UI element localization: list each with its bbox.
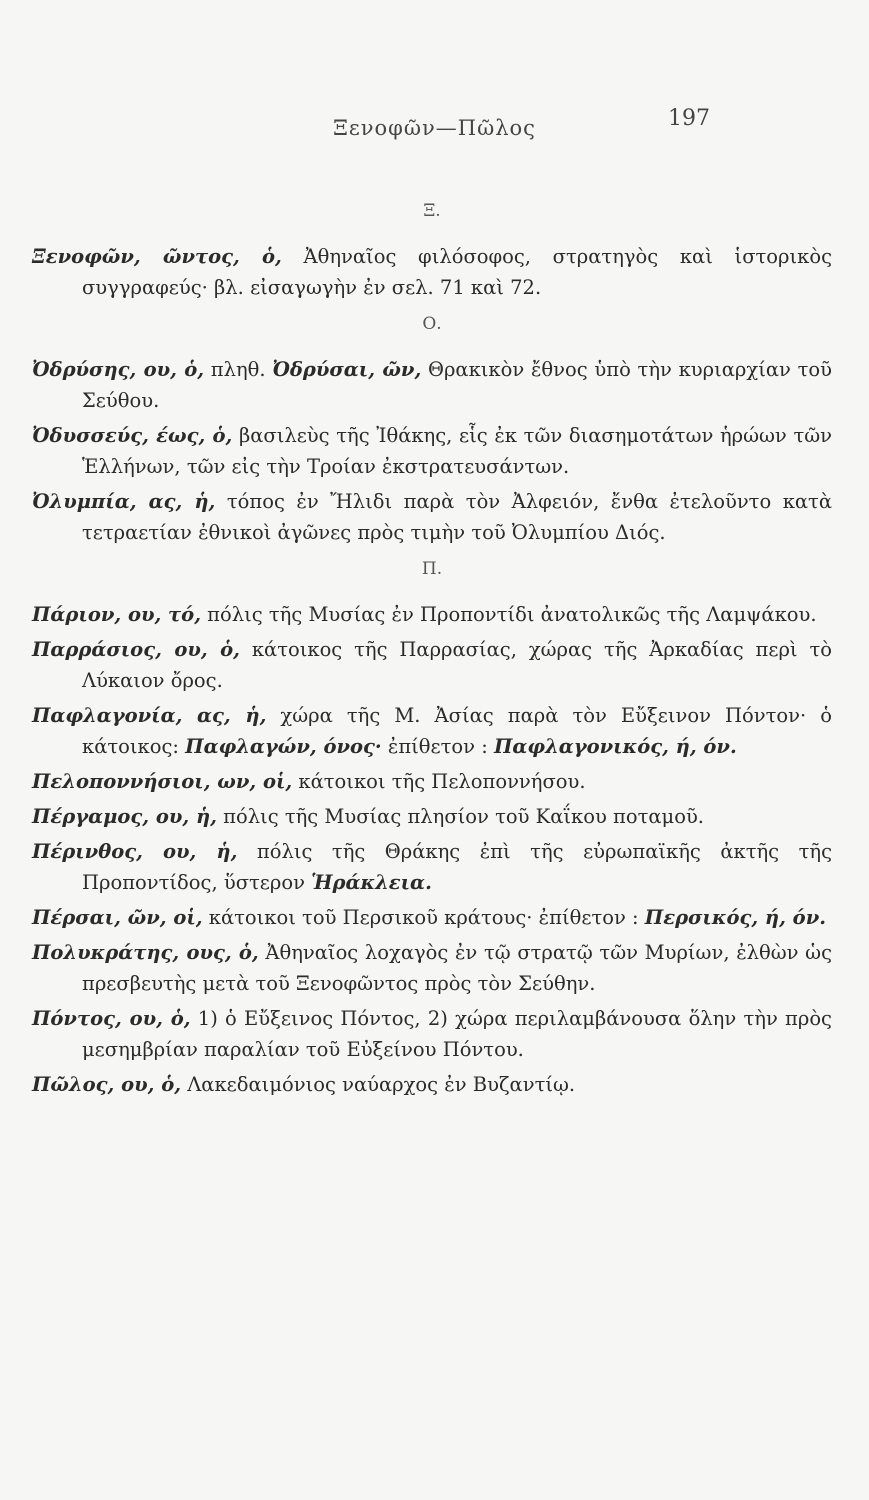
definition: χώρα τῆς Μ. Ἀσίας παρὰ τὸν Εὔξεινον Πόντον· ὁ κάτοικος: xyxy=(82,704,832,758)
section-omicron xyxy=(32,309,832,548)
entry-persai xyxy=(32,902,832,933)
derived-adjective: Παφλαγονικός, ή, όν. xyxy=(494,735,737,758)
headword: Πέρινθος, ου, ἡ, xyxy=(32,840,238,863)
definition: τόπος ἐν Ἤλιδι παρὰ τὸν Ἀλφειόν, ἔνθα ἐτελοῦντο κατὰ τετραετίαν ἐθνικοὶ ἀγῶνες πρὸς τιμὴν τοῦ Ὀλυμπίου Διός. xyxy=(82,490,833,544)
entry-odryses xyxy=(32,354,832,416)
plural-form: Ὀδρύσαι, ῶν, xyxy=(272,358,422,381)
entry-xenophon xyxy=(32,241,832,303)
derived-adjective: Περσικός, ή, όν. xyxy=(644,906,827,929)
definition-continued: ἐπίθετον : xyxy=(381,735,494,758)
definition: πόλις τῆς Μυσίας ἐν Προποντίδι ἀνατολικῶς τῆς Λαμψάκου. xyxy=(200,603,817,626)
definition: πόλις τῆς Μυσίας πλησίον τοῦ Καΐκου ποταμοῦ. xyxy=(216,805,704,828)
derived-noun: Παφλαγών, όνος· xyxy=(185,735,382,758)
headword: Ὀδυσσεύς, έως, ὁ, xyxy=(32,424,233,447)
headword: Ὀδρύσης, ου, ὁ, xyxy=(32,358,205,381)
entry-pergamos xyxy=(32,801,832,832)
section-letter: Ξ. xyxy=(423,201,441,221)
later-name: Ἡράκλεια. xyxy=(311,871,432,894)
entry-polos xyxy=(32,1069,832,1100)
definition: κάτοικος τῆς Παρρασίας, χώρας τῆς Ἀρκαδίας περὶ τὸ Λύκαιον ὄρος. xyxy=(82,638,832,692)
headword: Πάριον, ου, τό, xyxy=(32,603,201,626)
definition-continued: Θρακικὸν ἔθνος ὑπὸ τὴν κυριαρχίαν τοῦ Σεύθου. xyxy=(82,358,832,412)
definition: πόλις τῆς Θράκης ἐπὶ τῆς εὐρωπαϊκῆς ἀκτῆς τῆς Προποντίδος, ὕστερον xyxy=(82,840,832,894)
definition: πληθ. xyxy=(204,358,273,381)
page-number: 197 xyxy=(668,106,710,131)
entry-paphlagonia xyxy=(32,700,832,762)
entry-olympia xyxy=(32,486,832,548)
glossary-body xyxy=(32,190,832,1104)
entry-polykrates xyxy=(32,937,832,999)
headword: Παφλαγονία, ας, ἡ, xyxy=(32,704,267,727)
headword: Πέργαμος, ου, ἡ, xyxy=(32,805,217,828)
headword: Παρράσιος, ου, ὁ, xyxy=(32,638,240,661)
entry-peloponnesioi xyxy=(32,766,832,797)
section-xi xyxy=(32,196,832,303)
definition: Ἀθηναῖος λοχαγὸς ἐν τῷ στρατῷ τῶν Μυρίων, ἐλθὼν ὡς πρεσβευτὴς μετὰ τοῦ Ξενοφῶντος πρὸς τὸν Σεύθην. xyxy=(82,941,833,995)
definition: 1) ὁ Εὔξεινος Πόντος, 2) χώρα περιλαμβάνουσα ὅλην τὴν πρὸς μεσημβρίαν παραλίαν τοῦ Εὐξείνου Πόντου. xyxy=(82,1007,832,1061)
section-letter: Ο. xyxy=(422,314,442,334)
definition: βασιλεὺς τῆς Ἰθάκης, εἷς ἐκ τῶν διασημοτάτων ἡρώων τῶν Ἑλλήνων, τῶν εἰς τὴν Τροίαν ἐκστρατευσάντων. xyxy=(82,424,832,478)
headword: Ξενοφῶν, ῶντος, ὁ, xyxy=(32,245,282,268)
definition: κάτοικοι τοῦ Περσικοῦ κράτους· ἐπίθετον : xyxy=(202,906,645,929)
entry-perinthos xyxy=(32,836,832,898)
entry-pontos xyxy=(32,1003,832,1065)
definition: κάτοικοι τῆς Πελοποννήσου. xyxy=(292,770,586,793)
entry-parrasios xyxy=(32,634,832,696)
definition: Λακεδαιμόνιος ναύαρχος ἐν Βυζαντίῳ. xyxy=(181,1073,576,1096)
headword: Πόντος, ου, ὁ, xyxy=(32,1007,191,1030)
headword: Πῶλος, ου, ὁ, xyxy=(32,1073,182,1096)
entry-odysseus xyxy=(32,420,832,482)
headword: Πέρσαι, ῶν, οἱ, xyxy=(32,906,203,929)
headword: Πελοποννήσιοι, ων, οἱ, xyxy=(32,770,293,793)
headword: Ὀλυμπία, ας, ἡ, xyxy=(32,490,216,513)
section-pi xyxy=(32,554,832,1100)
running-title: Ξενοφῶν—Πῶλος xyxy=(333,116,536,140)
headword: Πολυκράτης, ους, ὁ, xyxy=(32,941,259,964)
section-letter: Π. xyxy=(421,559,443,579)
definition: Ἀθηναῖος φιλόσοφος, στρατηγὸς καὶ ἱστορικὸς συγγραφεύς· βλ. εἰσαγωγὴν ἐν σελ. 71 καὶ 72. xyxy=(82,245,832,299)
entry-parion xyxy=(32,599,832,630)
